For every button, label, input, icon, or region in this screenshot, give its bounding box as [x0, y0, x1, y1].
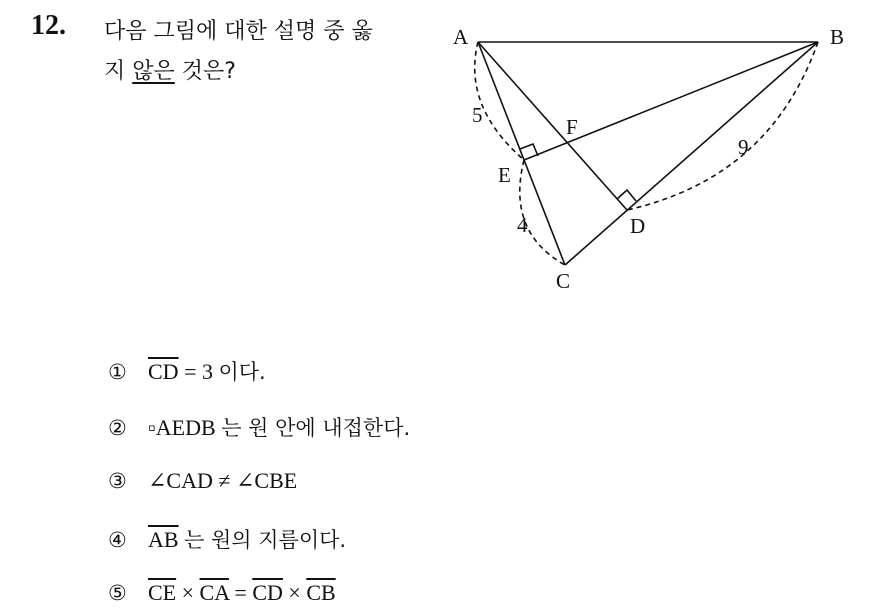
- question-text-line2: [104, 52, 434, 92]
- choice-number: ④: [108, 528, 127, 552]
- question-text: [104, 12, 434, 92]
- choice-text-part: $\overline{AB}$: [148, 527, 179, 552]
- choice-text-part: = 3: [178, 359, 219, 384]
- choice-number: ②: [108, 416, 127, 440]
- choice-number: ①: [108, 360, 127, 384]
- choice-text-part: ×: [282, 580, 307, 605]
- choice-4[interactable]: [108, 524, 346, 554]
- length-label-EC: 4: [517, 213, 528, 237]
- choice-text-part: ∠CAD ≠ ∠CBE: [148, 468, 298, 493]
- question-number: 12.: [31, 10, 66, 41]
- question-text-post: 것은?: [174, 59, 236, 84]
- question-text-line1: 다음 그림에 대한 설명 중 옳: [104, 19, 373, 44]
- choice-1[interactable]: [108, 356, 266, 386]
- choice-2[interactable]: [108, 412, 410, 442]
- question-text-pre: 지: [104, 59, 133, 84]
- label-E: E: [498, 163, 511, 187]
- choice-text-part: 는 원 안에 내접한다.: [221, 416, 411, 440]
- right-angle-mark-E: [520, 144, 538, 156]
- choice-text-part: ×: [176, 580, 200, 605]
- segment-BE: [524, 42, 818, 160]
- choice-text-part: $\overline{CE}$: [148, 580, 177, 605]
- choice-number: ③: [108, 469, 127, 493]
- choice-text-part: 이다.: [218, 360, 266, 384]
- choice-text-part: $\overline{CD}$: [148, 359, 179, 384]
- choice-3[interactable]: [108, 468, 297, 494]
- label-F: F: [566, 115, 578, 139]
- label-A: A: [453, 25, 469, 49]
- choice-5[interactable]: [108, 580, 336, 606]
- choice-text-part: =: [228, 580, 253, 605]
- label-D: D: [630, 214, 646, 238]
- choice-text-part: ▫AEDB: [148, 415, 222, 440]
- choice-text-part: 는 원의 지름이다.: [184, 528, 347, 552]
- choice-number: ⑤: [108, 581, 127, 605]
- label-C: C: [556, 269, 571, 293]
- choice-text-part: $\overline{CB}$: [306, 580, 336, 605]
- segment-BC: [565, 42, 818, 265]
- length-label-AE: 5: [472, 103, 483, 127]
- right-angle-mark-D: [617, 190, 636, 201]
- choice-text-part: $\overline{CA}$: [199, 580, 229, 605]
- triangle-figure: [440, 10, 860, 300]
- choice-text-part: $\overline{CD}$: [252, 580, 283, 605]
- question-text-underlined: 않은: [132, 59, 175, 84]
- label-B: B: [830, 25, 845, 49]
- length-label-BD: 9: [738, 135, 749, 159]
